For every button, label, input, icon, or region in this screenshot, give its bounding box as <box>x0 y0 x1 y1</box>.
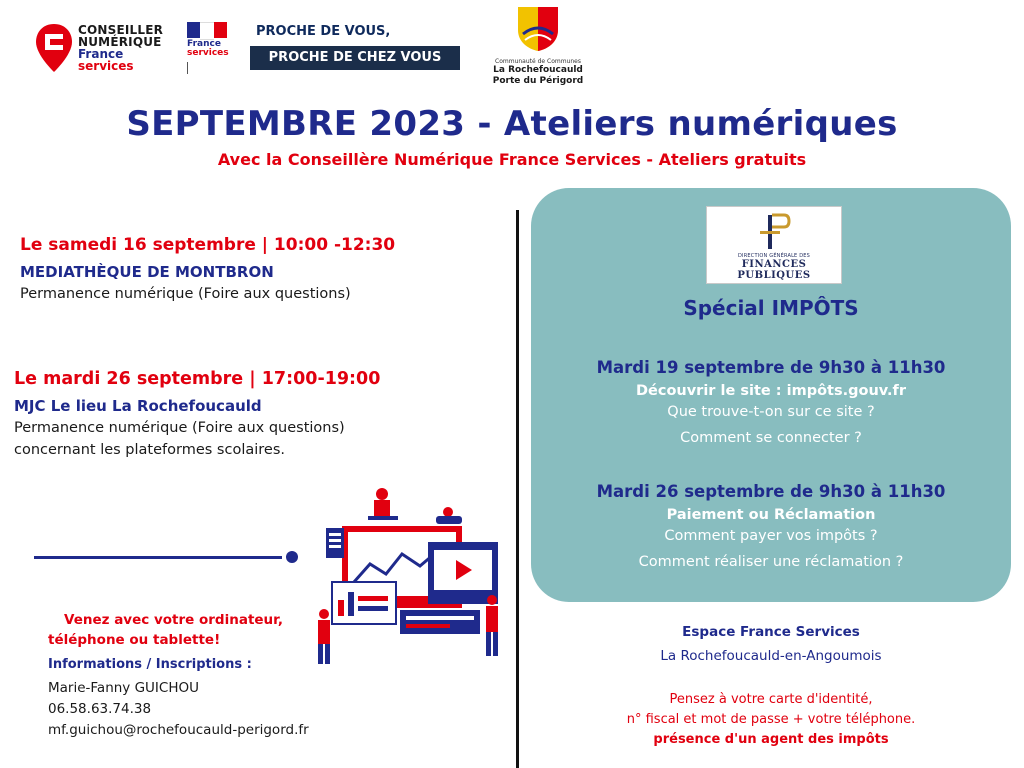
dgfip-small-text: DIRECTION GÉNÉRALE DES <box>738 253 810 259</box>
vertical-divider <box>516 210 519 768</box>
shield-icon <box>515 4 561 52</box>
event-2-description-2: concernant les plateformes scolaires. <box>14 442 285 458</box>
bring-device-note <box>48 610 283 650</box>
contact-email: mf.guichou@rochefoucauld-perigord.fr <box>48 722 309 738</box>
venue-city: La Rochefoucauld-en-Angoumois <box>660 648 882 664</box>
contact-phone: 06.58.63.74.38 <box>48 701 152 717</box>
session-1-line-2: Comment se connecter ? <box>680 430 862 446</box>
tagline-line1: PROCHE DE VOUS, <box>256 24 391 39</box>
event-2 <box>14 369 510 461</box>
event-2-description-1: Permanence numérique (Foire aux questions) <box>14 420 345 436</box>
dgfip-logo <box>706 206 842 284</box>
session-1-line-1: Que trouve-t-on sur ce site ? <box>667 404 875 420</box>
community-logo-name2: Porte du Périgord <box>492 76 584 86</box>
contact-block <box>48 678 309 741</box>
session-2 <box>531 482 1011 575</box>
bring-line-2: téléphone ou tablette! <box>48 632 221 648</box>
digital-workshop-illustration <box>308 486 514 676</box>
conseiller-numerique-logo <box>34 22 184 80</box>
community-logo-small: Communauté de Communes <box>495 58 581 65</box>
reminder-line-2: n° fiscal et mot de passe + votre téléphone. <box>626 712 916 727</box>
community-logo <box>488 4 588 104</box>
special-impots-heading: Spécial IMPÔTS <box>683 296 859 320</box>
france-services-logo <box>187 22 231 80</box>
event-1 <box>20 235 510 305</box>
event-2-date: Le mardi 26 septembre | 17:00-19:00 <box>14 369 381 389</box>
session-2-topic: Paiement ou Réclamation <box>666 507 876 523</box>
location-pin-icon <box>34 22 74 74</box>
french-flag-icon <box>187 22 227 38</box>
community-logo-name1: La Rochefoucauld <box>493 65 583 75</box>
fs-logo-line2: services <box>187 48 229 58</box>
event-1-date: Le samedi 16 septembre | 10:00 -12:30 <box>20 235 396 255</box>
fs-logo-line1: France <box>187 39 221 49</box>
tagline-line2: PROCHE DE CHEZ VOUS <box>250 46 460 70</box>
bring-line-1: Venez avec votre ordinateur, <box>64 612 283 628</box>
info-heading: Informations / Inscriptions : <box>48 657 252 672</box>
reminder-line-1: Pensez à votre carte d'identité, <box>669 692 873 707</box>
session-2-date: Mardi 26 septembre de 9h30 à 11h30 <box>596 482 946 501</box>
session-2-line-2: Comment réaliser une réclamation ? <box>638 554 904 570</box>
venue-name: Espace France Services <box>682 624 860 640</box>
session-2-line-1: Comment payer vos impôts ? <box>664 528 878 544</box>
decorative-dot <box>286 551 298 563</box>
event-1-place: MEDIATHÈQUE DE MONTBRON <box>20 263 274 281</box>
decorative-line <box>34 556 282 559</box>
session-1-topic: Découvrir le site : impôts.gouv.fr <box>635 383 907 399</box>
page-title: SEPTEMBRE 2023 - Ateliers numériques <box>126 104 898 144</box>
session-1 <box>531 358 1011 451</box>
reminder-note <box>531 690 1011 750</box>
cn-logo-line1: CONSEILLER <box>78 23 164 37</box>
cn-logo-line2: NUMÉRIQUE <box>78 35 162 49</box>
event-1-description: Permanence numérique (Foire aux questions) <box>20 286 351 302</box>
fs-motto-mark <box>187 62 208 74</box>
dgfip-emblem-icon <box>756 213 792 251</box>
page-subtitle: Avec la Conseillère Numérique France Services - Ateliers gratuits <box>217 150 807 169</box>
reminder-line-3: présence d'un agent des impôts <box>653 732 889 747</box>
event-2-place: MJC Le lieu La Rochefoucauld <box>14 397 262 415</box>
session-1-date: Mardi 19 septembre de 9h30 à 11h30 <box>596 358 946 377</box>
cn-logo-line4: services <box>78 59 134 73</box>
cn-logo-line3: France <box>78 47 124 61</box>
contact-name: Marie-Fanny GUICHOU <box>48 680 199 696</box>
dgfip-big-text: FINANCES PUBLIQUES <box>737 259 811 281</box>
